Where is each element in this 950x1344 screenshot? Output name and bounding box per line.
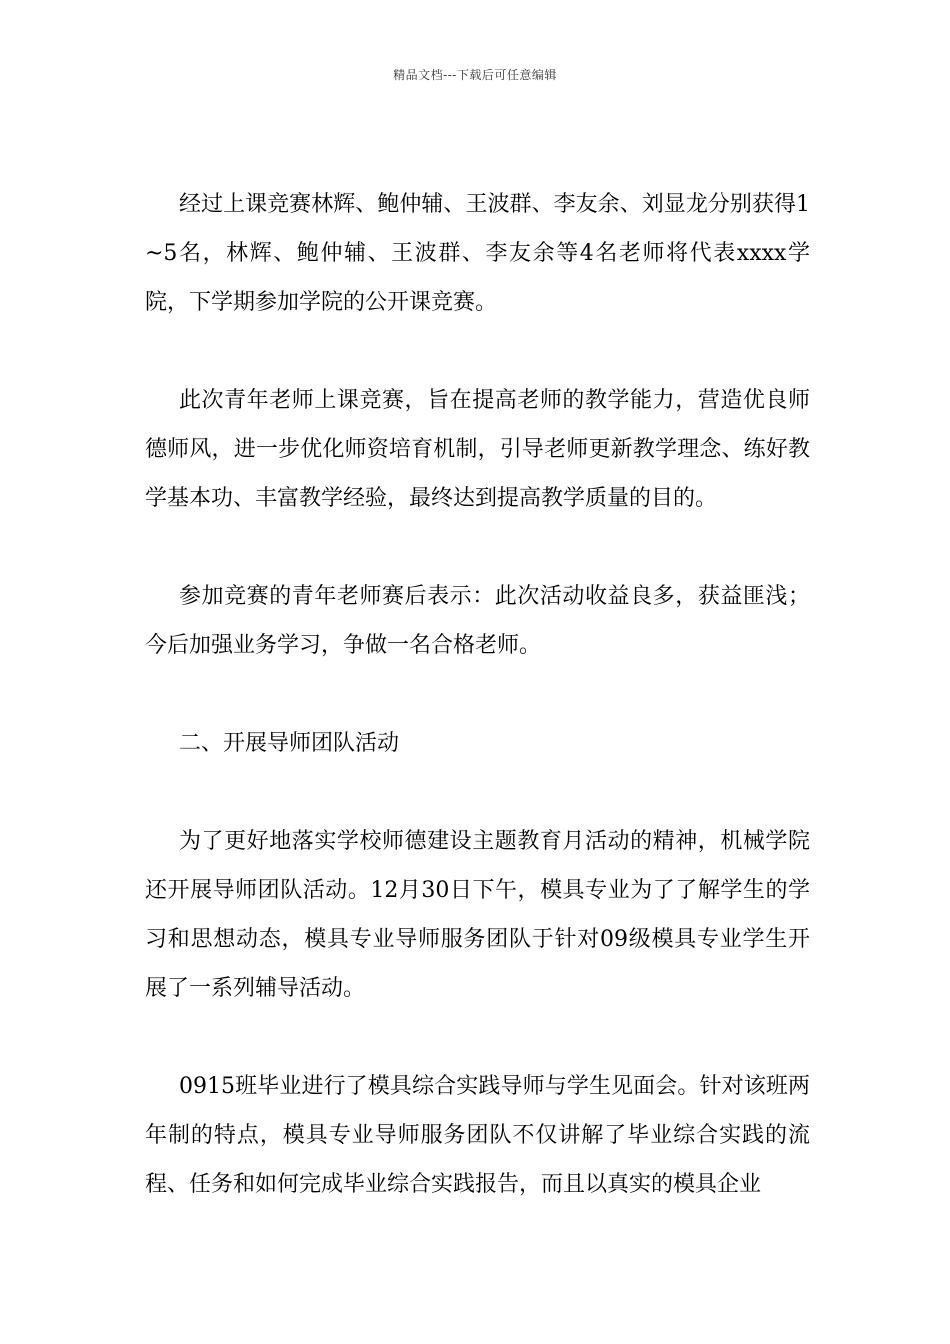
document-body <box>145 180 810 1209</box>
section-heading: 二、开展导师团队活动 <box>179 731 400 756</box>
paragraph-gap <box>145 523 810 572</box>
paragraph-mentor-activity: 为了更好地落实学校师德建设主题教育月活动的精神，机械学院还开展导师团队活动。12月30日下午，模具专业为了了解学生的学习和思想动态，模具专业导师服务团队于针对09级模具专业学生开展了一系列辅导活动。 <box>145 829 810 1001</box>
paragraph-gap <box>145 1013 810 1062</box>
paragraph-gap <box>145 327 810 376</box>
paragraph-gap <box>145 768 810 817</box>
paragraph-participant-feedback: 参加竞赛的青年老师赛后表示：此次活动收益良多，获益匪浅；今后加强业务学习，争做一名合格老师。 <box>145 584 810 658</box>
paragraph-class-meeting: 0915班毕业进行了模具综合实践导师与学生见面会。针对该班两年制的特点，模具专业导师服务团队不仅讲解了毕业综合实践的流程、任务和如何完成毕业综合实践报告，而且以真实的模具企业 <box>145 1074 810 1197</box>
paragraph-gap <box>145 670 810 719</box>
paragraph-competition-purpose: 此次青年老师上课竞赛，旨在提高老师的教学能力，营造优良师德师风，进一步优化师资培育机制，引导老师更新教学理念、练好教学基本功、丰富教学经验，最终达到提高教学质量的目的。 <box>145 388 810 511</box>
page-header: 精品文档---下载后可任意编辑 <box>393 68 557 82</box>
paragraph-competition-results: 经过上课竞赛林辉、鲍仲辅、王波群、李友余、刘显龙分别获得1~5名，林辉、鲍仲辅、王波群、李友余等4名老师将代表xxxx学院，下学期参加学院的公开课竞赛。 <box>145 192 810 315</box>
